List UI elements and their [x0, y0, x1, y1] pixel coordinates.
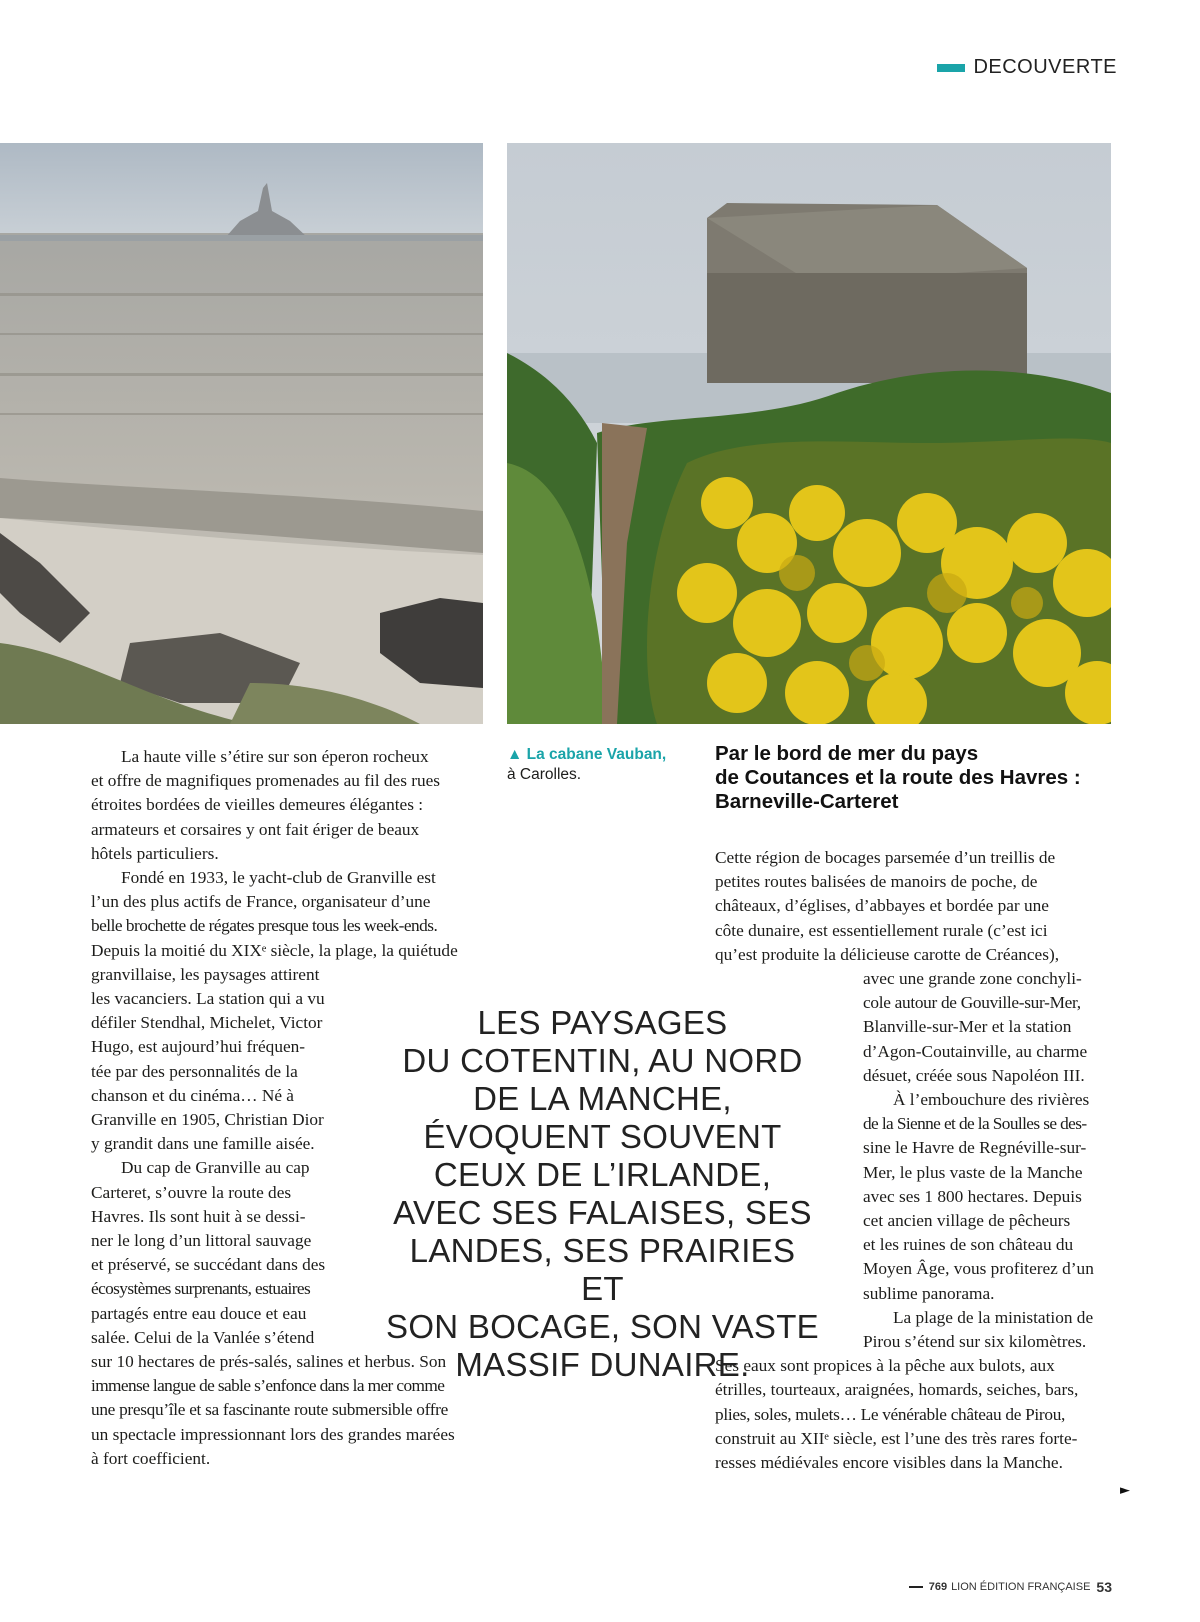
- text-line: qu’est produite la délicieuse carotte de Créances),: [715, 944, 1060, 964]
- text-line: Havres. Ils sont huit à se dessi-: [91, 1206, 306, 1226]
- page-number: 53: [1096, 1579, 1112, 1595]
- text-line: cole autour de Gouville-sur-Mer,: [863, 993, 1081, 1013]
- headline-line: Par le bord de mer du pays: [715, 742, 979, 765]
- headline-line: Barneville-Carteret: [715, 790, 899, 813]
- footer-issue: 769: [928, 1581, 948, 1593]
- text-line: une presqu’île et sa fascinante route submersible offre: [91, 1400, 448, 1420]
- text-line: d’Agon-Coutainville, au charme: [863, 1041, 1088, 1061]
- footer-dash: [909, 1586, 923, 1588]
- text-line: l’un des plus actifs de France, organisateur d’une: [91, 892, 431, 912]
- text-line: et les ruines de son château du: [863, 1235, 1074, 1255]
- text-line: La haute ville s’étire sur son éperon rocheux: [121, 747, 429, 766]
- text-line: avec une grande zone conchyli-: [863, 969, 1082, 989]
- text-line: Du cap de Granville au cap: [121, 1158, 310, 1178]
- text-line: ner le long d’un littoral sauvage: [91, 1231, 312, 1251]
- text-line: Mer, le plus vaste de la Manche: [863, 1162, 1083, 1182]
- text-line: sine le Havre de Regnéville-sur-: [863, 1138, 1087, 1158]
- text-line: Cette région de bocages parsemée d’un treillis de: [715, 848, 1056, 867]
- text-line: écosystèmes surprenants, estuaires: [91, 1279, 311, 1299]
- caption-marker: ▲: [507, 746, 523, 763]
- text-line: Fondé en 1933, le yacht-club de Granville est: [121, 868, 436, 888]
- text-line: étrilles, tourteaux, araignées, homards, seiches, bars,: [715, 1380, 1079, 1400]
- headline-line: de Coutances et la route des Havres :: [715, 766, 1081, 789]
- text-line: et préservé, se succédant dans des: [91, 1255, 326, 1275]
- text-line: avec ses 1 800 hectares. Depuis: [863, 1186, 1082, 1206]
- text-line: Hugo, est aujourd’hui fréquen-: [91, 1037, 306, 1057]
- caption-text: à Carolles.: [507, 766, 582, 783]
- pullquote-line: SON BOCAGE, SON VASTE: [386, 1308, 819, 1345]
- section-accent-bar: [937, 64, 965, 72]
- text-line: petites routes balisées de manoirs de poche, de: [715, 872, 1038, 892]
- text-line: salée. Celui de la Vanlée s’étend: [91, 1327, 315, 1347]
- section-tag: [937, 56, 1117, 79]
- pullquote-line: ÉVOQUENT SOUVENT: [423, 1118, 782, 1155]
- text-line: sur 10 hectares de prés-salés, salines et herbus. Son: [91, 1352, 447, 1372]
- text-line: et offre de magnifiques promenades au fil des rues: [91, 771, 441, 791]
- text-line: Carteret, s’ouvre la route des: [91, 1182, 292, 1202]
- text-line: À l’embouchure des rivières: [893, 1090, 1090, 1110]
- text-line: désuet, créée sous Napoléon III.: [863, 1065, 1085, 1085]
- text-line: à fort coefficient.: [91, 1448, 211, 1468]
- text-line: Ses eaux sont propices à la pêche aux bulots, aux: [715, 1356, 1055, 1376]
- text-line: Blanville-sur-Mer et la station: [863, 1017, 1072, 1037]
- pullquote-line: DU COTENTIN, AU NORD: [402, 1042, 803, 1079]
- page-footer: [909, 1579, 1112, 1595]
- text-line: construit au XIIᵉ siècle, est l’une des très rares forte-: [715, 1428, 1078, 1448]
- text-line: étroites bordées de vieilles demeures élégantes :: [91, 795, 424, 815]
- text-line: partagés entre eau douce et eau: [91, 1303, 307, 1323]
- text-line: plies, soles, mulets… Le vénérable château de Pirou,: [715, 1404, 1066, 1424]
- text-line: défiler Stendhal, Michelet, Victor: [91, 1013, 323, 1033]
- text-line: immense langue de sable s’enfonce dans la mer comme: [91, 1376, 445, 1396]
- text-line: armateurs et corsaires y ont fait ériger de beaux: [91, 819, 420, 839]
- text-line: Granville en 1905, Christian Dior: [91, 1110, 324, 1130]
- text-line: de la Sienne et de la Soulles se des-: [863, 1114, 1087, 1134]
- text-line: chanson et du cinéma… Né à: [91, 1085, 294, 1105]
- text-line: hôtels particuliers.: [91, 843, 219, 863]
- pullquote-line: LANDES, SES PRAIRIES ET: [409, 1232, 796, 1307]
- continue-arrow-icon: ►: [1120, 1483, 1130, 1498]
- pullquote-line: CEUX DE L’IRLANDE,: [433, 1156, 772, 1193]
- text-line: châteaux, d’églises, d’abbayes et bordée par une: [715, 896, 1049, 916]
- pullquote-line: AVEC SES FALAISES, SES: [393, 1194, 812, 1231]
- text-line: un spectacle impressionnant lors des grandes marées: [91, 1424, 455, 1444]
- text-line: resses médiévales encore visibles dans la Manche.: [715, 1453, 1063, 1473]
- text-line: cet ancien village de pêcheurs: [863, 1211, 1071, 1231]
- text-line: les vacanciers. La station qui a vu: [91, 989, 325, 1009]
- text-line: La plage de la ministation de: [893, 1307, 1094, 1327]
- article-subheading: [715, 742, 1115, 814]
- text-line: belle brochette de régates presque tous les week-ends.: [91, 916, 438, 936]
- text-line: Pirou s’étend sur six kilomètres.: [863, 1332, 1087, 1352]
- photo-cabane-vauban: [507, 143, 1111, 724]
- text-line: y grandit dans une famille aisée.: [91, 1134, 315, 1154]
- pullquote-line: LES PAYSAGES: [477, 1004, 728, 1041]
- footer-publication: LION ÉDITION FRANÇAISE: [951, 1581, 1091, 1593]
- text-line: sublime panorama.: [863, 1283, 995, 1303]
- photo-mont-saint-michel: [0, 143, 483, 724]
- pullquote-line: MASSIF DUNAIRE.: [455, 1346, 750, 1383]
- text-line: Depuis la moitié du XIXᵉ siècle, la plage, la quiétude: [91, 940, 458, 960]
- pullquote-line: DE LA MANCHE,: [473, 1080, 732, 1117]
- caption-title: La cabane Vauban,: [526, 746, 667, 763]
- text-line: Moyen Âge, vous profiterez d’un: [863, 1259, 1094, 1279]
- section-label: DECOUVERTE: [973, 56, 1117, 78]
- pull-quote: [385, 1004, 820, 1384]
- text-line: granvillaise, les paysages attirent: [91, 964, 320, 984]
- photo-caption: [507, 745, 677, 785]
- text-line: côte dunaire, est essentiellement rurale (c’est ici: [715, 920, 1048, 940]
- text-line: tée par des personnalités de la: [91, 1061, 298, 1081]
